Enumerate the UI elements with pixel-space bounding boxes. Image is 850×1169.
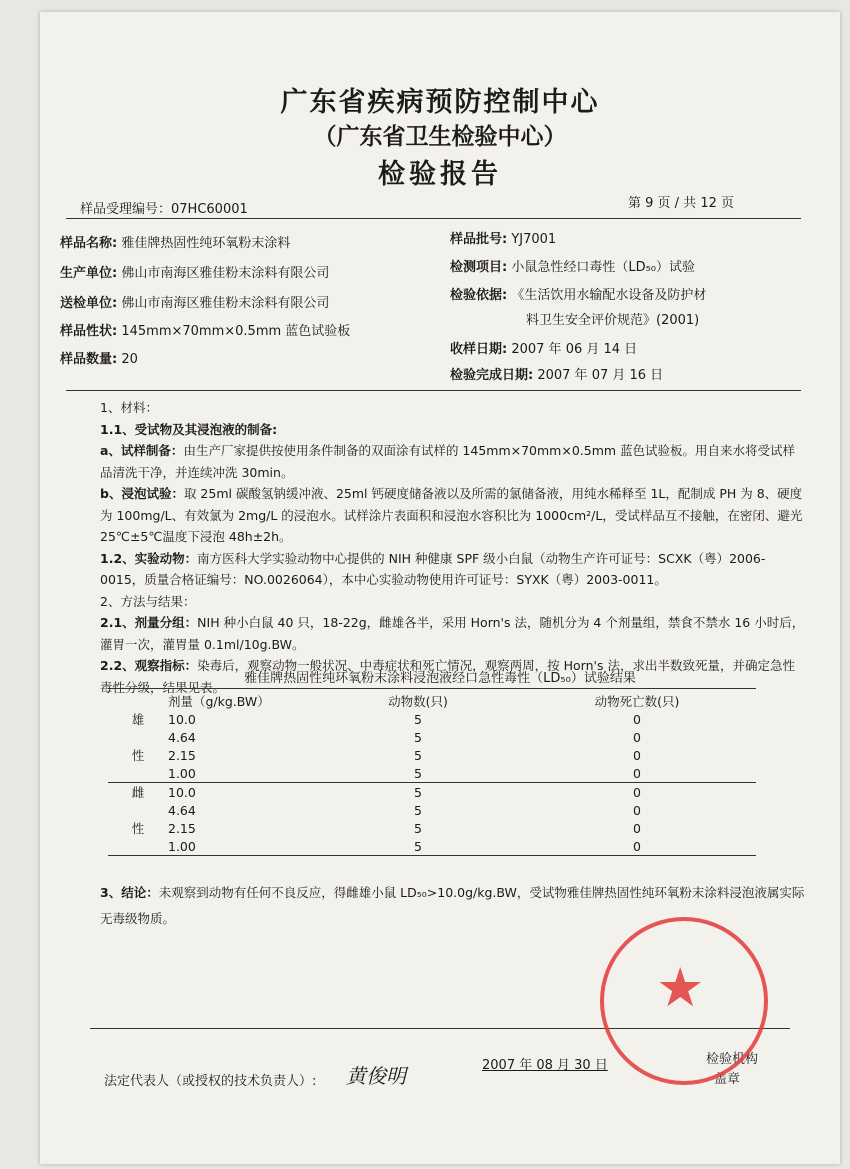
test-item-row xyxy=(450,256,695,275)
dosing-text: NIH 种小白鼠 40 只，18-22g，雌雄各半，采用 Horn's 法，随机分为 4 个剂量组，禁食不禁水 16 小时后，灌胃一次，灌胃量 0.1ml/10g.BW。 xyxy=(100,615,805,652)
producer-row xyxy=(60,262,329,281)
received-date: 2007 年 06 月 14 日 xyxy=(511,342,638,357)
section-1-1-heading: 1.1、受试物及其浸泡液的制备: xyxy=(100,421,278,437)
receipt-number-value: 07HC60001 xyxy=(171,202,248,217)
observation-text: 染毒后，观察动物一般状况、中毒症状和死亡情况，观察两周，按 Horn's 法，求出半数致死量，并确定急性毒性分级，结果见表。 xyxy=(100,658,795,695)
report-page xyxy=(40,12,840,1164)
dead-cell: 0 xyxy=(633,838,641,854)
sample-qty-label: 样品数量: xyxy=(60,352,118,367)
sample-name-label: 样品名称: xyxy=(60,236,118,251)
dead-cell: 0 xyxy=(633,784,641,800)
sample-qty: 20 xyxy=(121,352,138,367)
producer: 佛山市南海区雅佳粉末涂料有限公司 xyxy=(121,266,330,281)
observation-heading: 2.2、观察指标： xyxy=(100,658,198,673)
count-cell: 5 xyxy=(414,765,422,781)
dead-cell: 0 xyxy=(633,765,641,781)
batch-label: 样品批号: xyxy=(450,232,508,247)
table-row xyxy=(108,837,756,856)
receipt-number-label: 样品受理编号： xyxy=(80,202,172,217)
soak-test-paragraph xyxy=(100,483,805,548)
divider-top xyxy=(66,218,801,219)
soak-test-text: 取 25ml 碳酸氢钠缓冲液、25ml 钙硬度储备液以及所需的氯储备液，用纯水稀释至 1L，配制成 PH 为 8、硬度为 100mg/L、有效氯为 2mg/L 的浸泡水。试样涂片表面积和浸泡水容积比为 1000cm²/L，受试样品互不接触，在密闭、避光 25℃±5℃温度下浸泡 48h±2h。 xyxy=(100,486,803,544)
table-top-rule xyxy=(108,688,756,689)
table-caption: 雅佳牌热固性纯环氧粉末涂料浸泡液经口急性毒性（LD₅₀）试验结果 xyxy=(244,671,636,686)
dead-cell: 0 xyxy=(633,729,641,745)
soak-test-heading: b、浸泡试验： xyxy=(100,486,184,501)
sample-qty-row xyxy=(60,348,138,367)
basis-label: 检验依据: xyxy=(450,288,508,303)
table-row xyxy=(108,801,756,819)
table-row xyxy=(108,728,756,746)
legal-rep-label: 法定代表人（或授权的技术负责人）: xyxy=(104,1074,317,1089)
section-1-heading: 1、材料： xyxy=(100,400,158,415)
dose-cell: 2.15 xyxy=(168,820,196,836)
table-row xyxy=(108,764,756,783)
dose-cell: 1.00 xyxy=(168,765,196,781)
sex-label-male-2: 性 xyxy=(131,748,145,763)
dosing-paragraph xyxy=(100,612,805,655)
count-cell: 5 xyxy=(414,711,422,727)
report-body xyxy=(100,397,805,698)
dead-cell: 0 xyxy=(633,711,641,727)
test-item: 小鼠急性经口毒性（LD₅₀）试验 xyxy=(511,260,696,275)
table-row xyxy=(108,710,756,728)
official-seal xyxy=(600,917,768,1085)
batch: YJ7001 xyxy=(511,232,557,247)
dose-cell: 4.64 xyxy=(168,729,196,745)
dead-cell: 0 xyxy=(633,747,641,763)
org-subtitle: （广东省卫生检验中心） xyxy=(313,124,567,150)
count-cell: 5 xyxy=(414,838,422,854)
signature: 黄俊明 xyxy=(346,1064,406,1088)
sign-date: 2007 年 08 月 30 日 xyxy=(482,1058,608,1073)
basis-line-1: 《生活饮用水输配水设备及防护材 xyxy=(511,288,707,303)
dose-cell: 2.15 xyxy=(168,747,196,763)
count-cell: 5 xyxy=(414,784,422,800)
dose-cell: 10.0 xyxy=(168,711,196,727)
sample-prep-text: 由生产厂家提供按使用条件制备的双面涂有试样的 145mm×70mm×0.5mm 蓝色试验板。用自来水将受试样品清洗干净，并连续冲洗 30min。 xyxy=(100,443,796,480)
conclusion-heading: 3、结论： xyxy=(100,885,159,900)
completed-date: 2007 年 07 月 16 日 xyxy=(537,368,664,383)
sex-label-female-2: 性 xyxy=(131,821,145,836)
org-title: 广东省疾病预防控制中心 xyxy=(280,87,600,118)
sex-label-male: 雄 xyxy=(131,712,145,727)
sample-name: 雅佳牌热固性纯环氧粉末涂料 xyxy=(121,236,291,251)
page-info: 第 9 页 / 共 12 页 xyxy=(628,196,734,211)
sex-label-female: 雌 xyxy=(131,785,145,800)
animals-heading: 1.2、实验动物： xyxy=(100,550,198,566)
seal-star-icon: ★ xyxy=(656,956,705,1019)
agency-label-1: 检验机构 xyxy=(706,1052,759,1067)
results-table xyxy=(108,692,756,856)
dose-cell: 4.64 xyxy=(168,802,196,818)
sample-prep-heading: a、试样制备： xyxy=(100,443,184,458)
basis-line-2: 料卫生安全评价规范》(2001) xyxy=(526,313,700,328)
animals-paragraph xyxy=(100,548,805,591)
count-cell: 5 xyxy=(414,802,422,818)
report-title: 检验报告 xyxy=(378,159,502,190)
table-row xyxy=(108,746,756,764)
receipt-number xyxy=(80,198,248,217)
section-2-heading: 2、方法与结果： xyxy=(100,593,196,609)
divider-info xyxy=(66,390,801,391)
submitter: 佛山市南海区雅佳粉末涂料有限公司 xyxy=(121,296,330,311)
count-cell: 5 xyxy=(414,729,422,745)
agency-label-2: 盖章 xyxy=(714,1072,741,1087)
submitter-row xyxy=(60,292,329,311)
col-dose: 剂量（g/kg.BW） xyxy=(168,694,270,709)
received-label: 收样日期: xyxy=(450,342,508,357)
dead-cell: 0 xyxy=(633,802,641,818)
conclusion-text: 未观察到动物有任何不良反应，得雌雄小鼠 LD₅₀>10.0g/kg.BW，受试物雅佳牌热固性纯环氧粉末涂料浸泡液属实际无毒级物质。 xyxy=(100,885,805,926)
table-header-row xyxy=(108,692,756,710)
table-row xyxy=(108,819,756,837)
sample-name-row xyxy=(60,232,290,251)
test-item-label: 检测项目: xyxy=(450,260,508,275)
received-row xyxy=(450,338,637,357)
dead-cell: 0 xyxy=(633,820,641,836)
batch-row xyxy=(450,228,556,247)
count-cell: 5 xyxy=(414,820,422,836)
sample-form-row xyxy=(60,320,350,339)
col-dead: 动物死亡数(只) xyxy=(594,694,680,709)
submitter-label: 送检单位: xyxy=(60,296,118,311)
dosing-heading: 2.1、剂量分组： xyxy=(100,615,198,630)
col-count: 动物数(只) xyxy=(388,694,448,709)
completed-row xyxy=(450,364,663,383)
count-cell: 5 xyxy=(414,747,422,763)
basis-row xyxy=(450,284,706,303)
producer-label: 生产单位: xyxy=(60,266,118,281)
table-row xyxy=(108,783,756,802)
dose-cell: 10.0 xyxy=(168,784,196,800)
animals-text: 南方医科大学实验动物中心提供的 NIH 种健康 SPF 级小白鼠（动物生产许可证号：SCXK（粤）2006-0015，质量合格证编号：NO.0026064），本中心实验动物使用许可证号：SYXK（粤）2003-0011。 xyxy=(100,550,766,587)
sample-prep-paragraph xyxy=(100,440,805,483)
completed-label: 检验完成日期: xyxy=(450,368,534,383)
sample-form-label: 样品性状: xyxy=(60,324,118,339)
sample-form: 145mm×70mm×0.5mm 蓝色试验板 xyxy=(121,324,351,339)
dose-cell: 1.00 xyxy=(168,838,196,854)
